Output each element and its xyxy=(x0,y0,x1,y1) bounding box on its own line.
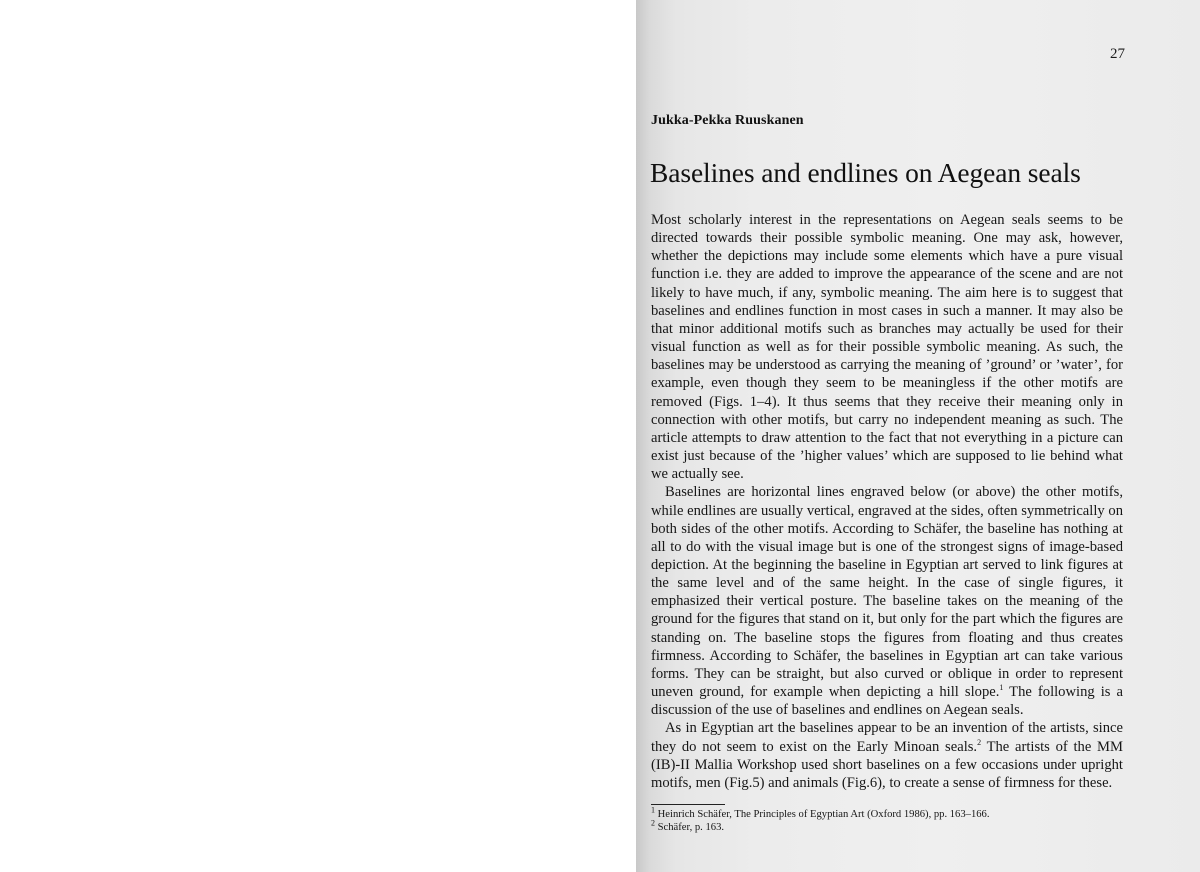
footnote-text: Heinrich Schäfer, The Principles of Egyptian Art (Oxford 1986), pp. 163–166. xyxy=(657,809,990,820)
paragraph-1-text: Most scholarly interest in the representations on Aegean seals seems to be directed towards their possible symbolic meaning. One may ask, however, whether the depictions may include some elements which have a pure visual function i.e. they are added to improve the appearance of the scene and are not likely to have much, if any, symbolic meaning. The aim here is to suggest that baselines and endlines function in most cases in such a manner. It may also be that minor additional motifs such as branches may actually be used for their visual function as well as for their possible symbolic meaning. As such, the baselines may be understood as carrying the meaning of ’ground’ or ’water’, for example, even though they seem to be meaningless if the other motifs are removed (Figs. 1–4). It thus seems that they receive their meaning only in connection with other motifs, but carry no independent meaning as such. The article attempts to draw attention to the fact that not everything in a picture can exist just because of the ’higher values’ which are supposed to lie behind what we actually see. xyxy=(651,212,1123,483)
footnote-ref-1[interactable]: 1 xyxy=(999,683,1004,693)
footnote-text: Schäfer, p. 163. xyxy=(657,821,725,833)
footnotes xyxy=(651,805,1121,834)
page-number: 27 xyxy=(1110,46,1125,62)
book-page xyxy=(636,0,1200,872)
paragraph-1 xyxy=(651,211,1123,483)
paragraph-2 xyxy=(651,483,1123,719)
article-title: Baselines and endlines on Aegean seals xyxy=(650,157,1081,188)
footnote-divider xyxy=(651,804,725,805)
paragraph-3-text-end: The artists of the MM (IB)-II Mallia Workshop used short baselines on a few occasions under upright motifs, men (Fig.5) and animals (Fig.6), to create a sense of firmness for these. xyxy=(651,738,1124,791)
footnote-ref-2[interactable]: 2 xyxy=(977,737,982,747)
article-body xyxy=(651,211,1123,792)
author-name: Jukka-Pekka Ruuskanen xyxy=(651,113,804,128)
footnote-mark: 1 xyxy=(651,805,655,815)
paragraph-2-text: Baselines are horizontal lines engraved below (or above) the other motifs, while endlines are usually vertical, engraved at the sides, often symmetrically on both sides of the other motifs. According to Schäfer, the baseline has nothing at all to do with the visual image but is one of the strongest signs of image-based depiction. At the beginning the baseline in Egyptian art served to link figures at the same level and of the same height. In the case of single figures, it emphasized their vertical posture. The baseline takes on the meaning of the ground for the figures that stand on it, but only for the part which the figures are standing on. The baseline stops the figures from floating and thus creates firmness. According to Schäfer, the baselines in Egyptian art can take various forms. They can be straight, but also curved or oblique in order to represent uneven ground, for example when depicting a hill slope. xyxy=(651,484,1123,701)
paragraph-2-text-end: The following is a discussion of the use of baselines and endlines on Aegean seals. xyxy=(651,684,1123,719)
paragraph-3 xyxy=(651,719,1123,792)
footnote-2 xyxy=(651,818,1121,835)
footnote-mark: 2 xyxy=(651,818,655,828)
paragraph-3-text: As in Egyptian art the baselines appear to be an invention of the artists, since they do not seem to exist on the Early Minoan seals. xyxy=(651,720,1123,755)
footnote-1 xyxy=(651,805,1121,822)
